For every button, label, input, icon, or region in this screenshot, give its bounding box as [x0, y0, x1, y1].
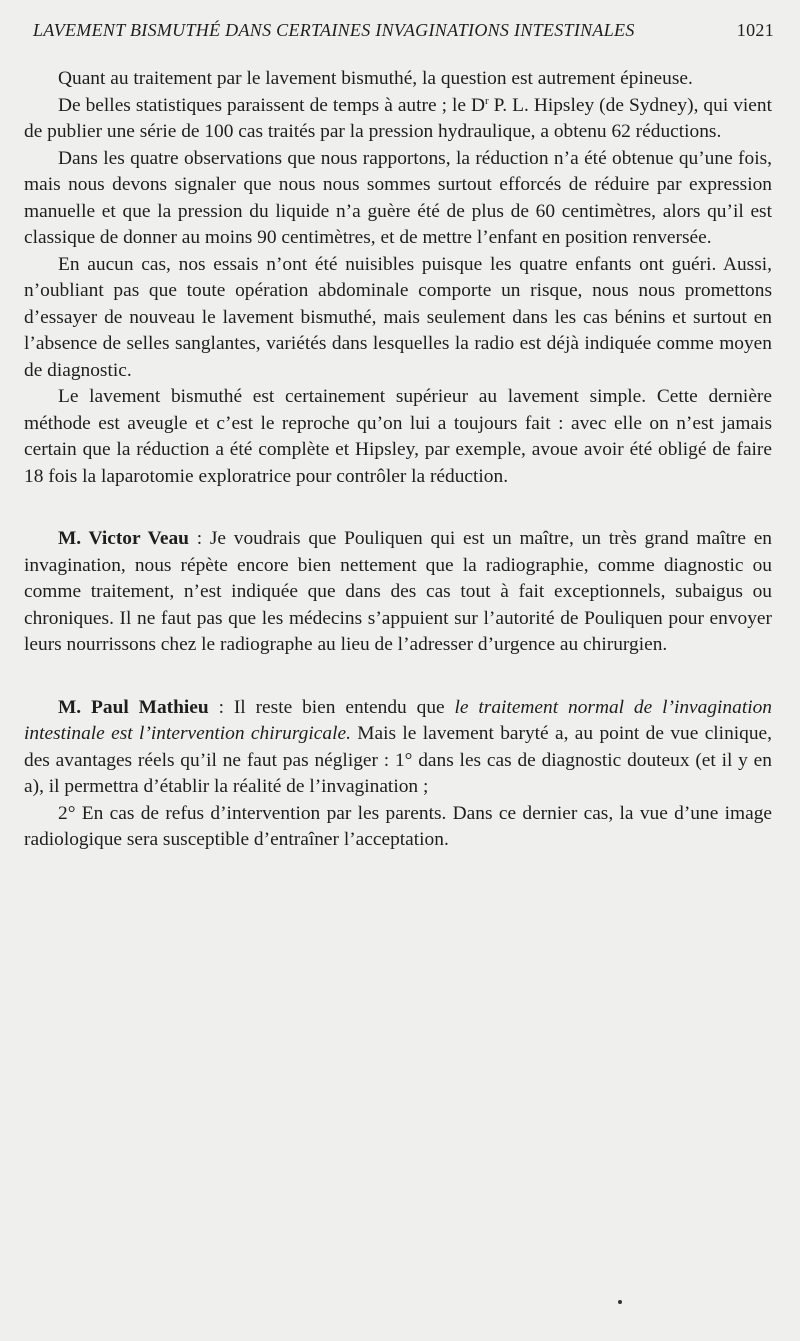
print-speck	[618, 1300, 622, 1304]
intervention-text: Mais le lavement baryté a, au point de vue clinique, des avantages réels qu’il ne faut pas négliger : 1° dans les cas de diagnostic douteux (et il y en a), il permettra d’établir la réalité de l’invagination ;	[24, 723, 772, 797]
intervention-text: : Il reste bien entendu que	[208, 696, 455, 718]
page-number: 1021	[736, 20, 774, 40]
running-header	[33, 20, 774, 41]
intervention-veau	[24, 526, 772, 659]
paragraph: Quant au traitement par le lavement bismuthé, la question est autrement épineuse.	[58, 68, 693, 89]
intervention-mathieu	[24, 695, 772, 801]
paragraph: 2° En cas de refus d’intervention par les parents. Dans ce dernier cas, la vue d’une image radiologique sera susceptible d’entraîner l’acceptation.	[24, 802, 772, 850]
paragraph: En aucun cas, nos essais n’ont été nuisibles puisque les quatre enfants ont guéri. Aussi, n’oubliant pas que toute opération abdominale comporte un risque, nous nous promettons d’essayer de nouveau le lavement bismuthé, mais seulement dans les cas bénins et surtout en l’absence de selles sanglantes, variétés dans lesquelles la radio est déjà indiquée comme moyen de diagnostic.	[24, 253, 772, 381]
paragraph: Le lavement bismuthé est certainement supérieur au lavement simple. Cette dernière méthode est aveugle et c’est le reproche qu’on lui a toujours fait : avec elle on n’est jamais certain que la réduction a été complète et Hipsley, par exemple, avoue avoir été obligé de faire 18 fois la laparotomie exploratrice pour contrôler la réduction.	[24, 386, 772, 487]
running-title: LAVEMENT BISMUTHÉ DANS CERTAINES INVAGINATIONS INTESTINALES	[33, 20, 635, 40]
emphasized-text: le traitement normal de l’invagination intestinale est l’intervention chirurgicale.	[24, 696, 772, 744]
page-body	[24, 66, 772, 854]
paragraph-text: De belles statistiques paraissent de temps à autre ; le D	[58, 94, 485, 116]
paragraph	[24, 93, 772, 146]
speaker-name: M. Paul Mathieu	[58, 696, 209, 718]
intervention-text: : Je voudrais que Pouliquen qui est un maître, un très grand maître en invagination, nous répète encore bien nettement que la radiographie, comme diagnostic ou comme traitement, n’est indiquée que dans des cas tout à fait exceptionnels, subaigus ou chroniques. Il ne faut pas que les médecins s’appuient sur l’autorité de Pouliquen pour envoyer leurs nourrissons chez le radiographe au lieu de l’adresser d’urgence au chirurgien.	[24, 528, 772, 655]
paragraph-text: P. L. Hipsley (de Sydney), qui vient de publier une série de 100 cas traités par la pression hydraulique, a obtenu 62 réductions.	[24, 94, 772, 142]
paragraph: Dans les quatre observations que nous rapportons, la réduction n’a été obtenue qu’une fois, mais nous devons signaler que nous nous sommes surtout efforcés de réduire par expression manuelle et que la pression du liquide n’a guère été de plus de 60 centimètres, alors qu’il est classique de donner au moins 90 centimètres, et de mettre l’enfant en position renversée.	[24, 147, 772, 248]
speaker-name: M. Victor Veau	[58, 528, 189, 549]
superscript: r	[484, 94, 489, 107]
